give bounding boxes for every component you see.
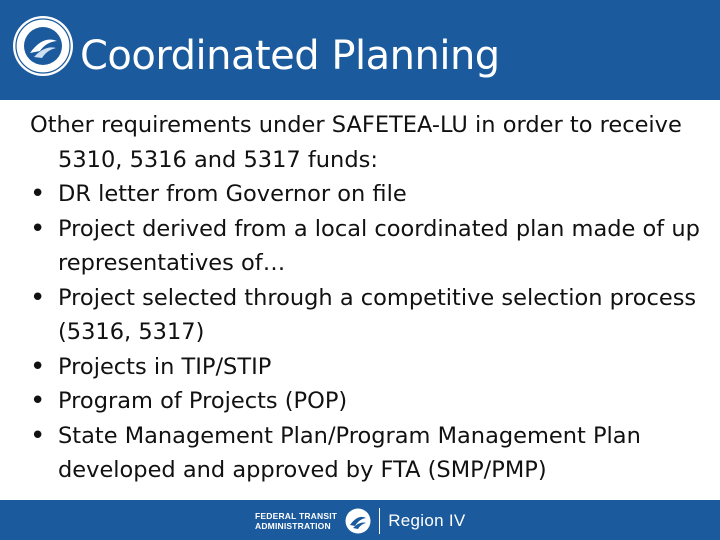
bullet-icon: • (30, 179, 46, 209)
header-bar (0, 0, 720, 100)
list-item-text: Program of Projects (POP) (58, 388, 348, 414)
list-item (30, 212, 700, 281)
list-item-text: State Management Plan/Program Management Plan developed and approved by FTA (SMP/PMP) (58, 422, 641, 483)
dot-seal-icon (12, 15, 74, 77)
fta-region-logo (255, 508, 466, 534)
list-item-text: Project derived from a local coordinated plan made of up representatives of… (58, 215, 700, 276)
bullet-icon: • (30, 282, 46, 313)
intro-text: Other requirements under SAFETEA-LU in order to receive 5310, 5316 and 5317 funds: (30, 112, 682, 173)
list-item-text: Project selected through a competitive selection process (5316, 5317) (58, 284, 697, 345)
list-item (30, 384, 700, 419)
list-item (30, 281, 700, 350)
list-item-text: Projects in TIP/STIP (58, 353, 272, 380)
list-item (30, 350, 700, 385)
list-item (30, 177, 700, 212)
page-title: Coordinated Planning (80, 33, 500, 79)
list-item-text: DR letter from Governor on file (58, 181, 407, 207)
region-label: Region IV (388, 511, 466, 530)
bullet-icon: • (30, 386, 46, 416)
footer-bar (0, 500, 720, 540)
agency-line-2: ADMINISTRATION (255, 521, 331, 531)
fta-logo-icon (345, 508, 371, 534)
bullet-icon: • (30, 213, 46, 244)
bullet-icon: • (30, 420, 46, 451)
bullet-icon: • (30, 351, 46, 382)
footer-divider (379, 508, 380, 534)
slide-body (30, 108, 700, 488)
agency-line-1: FEDERAL TRANSIT (255, 511, 338, 521)
list-item (30, 419, 700, 488)
agency-name (255, 511, 337, 531)
requirements-list (30, 177, 700, 488)
